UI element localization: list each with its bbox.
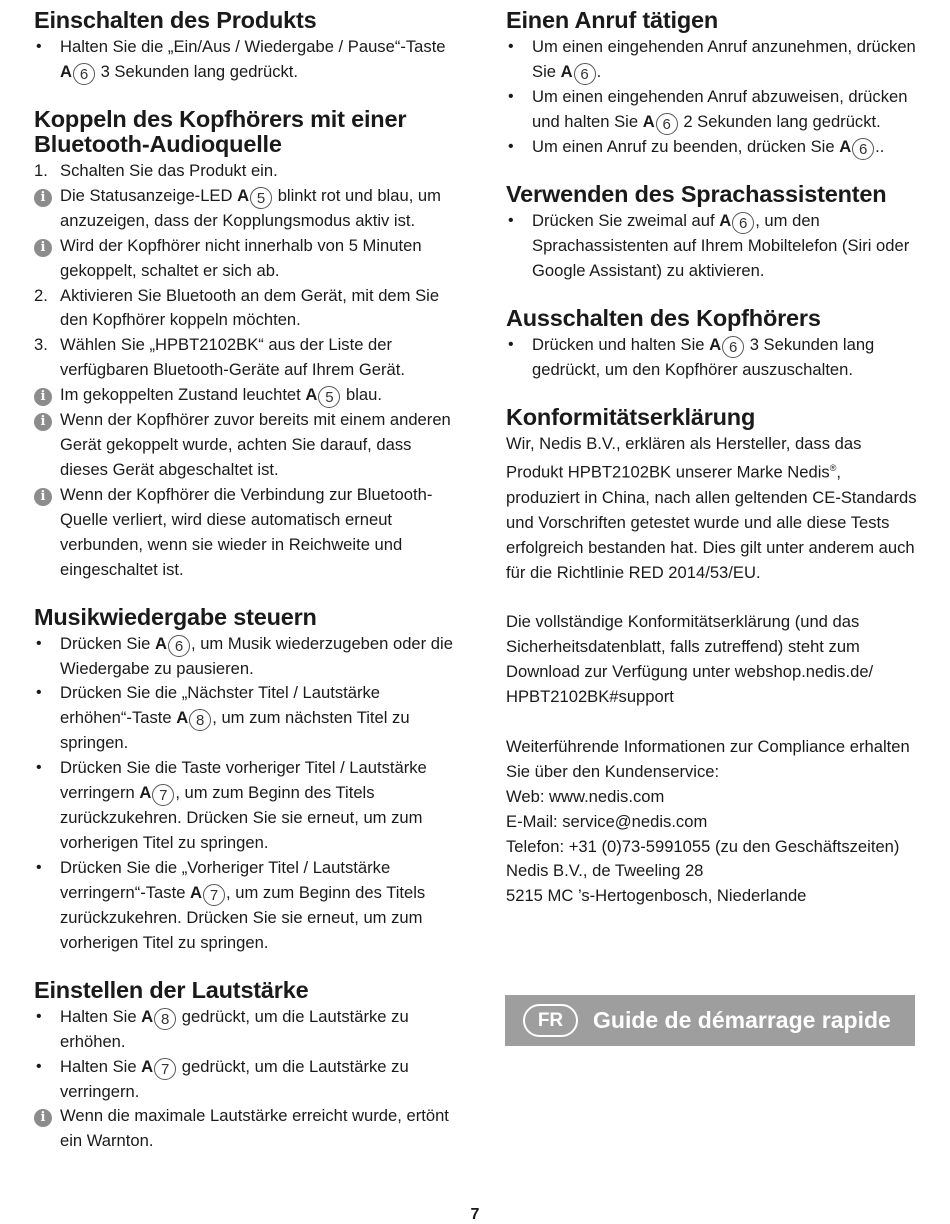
callout-number: 6 [656, 113, 678, 135]
bullet-marker: • [36, 759, 42, 777]
bullet-marker: • [36, 634, 42, 652]
section-heading: Ausschalten des Kopfhörers [506, 304, 821, 331]
info-icon: i [34, 388, 52, 406]
bullet-marker: • [508, 335, 514, 353]
callout-number: 8 [189, 709, 211, 731]
bullet-marker: • [36, 1057, 42, 1075]
list-item: • Um einen Anruf zu beenden, drücken Sie A 6 .. [508, 136, 885, 158]
info-note: i Im gekoppelten Zustand leuchtet A 5 blau. [34, 383, 454, 408]
section-heading: Musikwiedergabe steuern [34, 603, 317, 630]
section-koppeln [34, 107, 454, 583]
phone-line: Telefon: +31 (0)73-5991055 (zu den Geschäftszeiten) [506, 836, 900, 856]
paragraph-contact: Weiterführende Informationen zur Compliance erhalten Sie über den Kundenservice: Web: www.nedis.com E-Mail: service@nedis.com Telefon: +31 (0)73-5991055 (zu den Geschäftszeiten) Nedis B.V., de Tweeling 28 5215 MC ’s-Hertogenbosch, Niederlande [506, 735, 918, 909]
email-link[interactable]: E-Mail: service@nedis.com [506, 811, 708, 831]
callout-number: 6 [722, 336, 744, 358]
page-number: 7 [470, 1206, 480, 1223]
section-lautstaerke [34, 978, 454, 1155]
section-heading: Einen Anruf tätigen [506, 7, 719, 33]
info-icon: i [34, 488, 52, 506]
section-konformitaet [506, 405, 918, 910]
list-item: • Drücken Sie zweimal auf A 6 , um den Sprachassistenten auf Ihrem Mobiltelefon (Siri oder Google Assistant) zu aktivieren. [508, 210, 910, 280]
info-icon: i [34, 239, 52, 257]
right-column [506, 8, 918, 934]
fr-section-banner [505, 995, 915, 1046]
bullet-marker: • [36, 684, 42, 702]
paragraph-download: Die vollständige Konformitätserklärung (und das Sicherheitsdatenblatt, falls zutreffend) steht zum Download zur Verfügung unter webshop.nedis.de/ HPBT2102BK#support [506, 612, 874, 707]
callout-number: 8 [154, 1008, 176, 1030]
callout-number: 7 [152, 784, 174, 806]
bullet-marker: • [36, 858, 42, 876]
list-item: • Drücken Sie die Taste vorheriger Titel / Lautstärke verringern A 7 , um zum Beginn des Titels zurückzukehren. Drücken Sie sie erneut, um zum vorherigen Titel zu springen. [36, 758, 427, 853]
list-item: 3. Wählen Sie „HPBT2102BK“ aus der Liste der verfügbaren Bluetooth-Geräte auf Ihrem Gerät. [34, 335, 405, 380]
list-item: • Halten Sie A 8 gedrückt, um die Lautstärke zu erhöhen. [36, 1006, 409, 1051]
info-note: i Wenn der Kopfhörer die Verbindung zur Bluetooth-Quelle verliert, wird diese automatisch erneut verbunden, wenn sie wieder in Reichweite und eingeschaltet ist. [34, 483, 454, 583]
bullet-marker: • [508, 38, 514, 55]
info-icon: i [34, 1109, 52, 1127]
paragraph-declaration: Wir, Nedis B.V., erklären als Hersteller, dass das Produkt HPBT2102BK unserer Marke Nedis®, produziert in China, nach allen geltenden CE-Standards und Vorschriften getestet wurde und alle diese Tests erfolgreich bestanden hat. Dies gilt unter anderem auch für die Richtlinie RED 2014/53/EU. [506, 433, 917, 582]
address-line: Nedis B.V., de Tweeling 28 [506, 861, 704, 881]
info-icon: i [34, 413, 52, 431]
section-anruf [506, 8, 918, 160]
list-item: 1. Schalten Sie das Produkt ein. [34, 159, 454, 184]
list-item: • Um einen eingehenden Anruf abzuweisen, drücken und halten Sie A 6 2 Sekunden lang gedrückt. [508, 86, 908, 133]
left-column [34, 8, 454, 1176]
info-note: i Wird der Kopfhörer nicht innerhalb von 5 Minuten gekoppelt, schaltet er sich ab. [34, 234, 454, 284]
list-item: • Drücken Sie die „Nächster Titel / Lautstärke erhöhen“-Taste A 8 , um zum nächsten Titel zu springen. [36, 683, 410, 753]
info-note: i Wenn der Kopfhörer zuvor bereits mit einem anderen Gerät gekoppelt wurde, achten Sie darauf, dass dieses Gerät abgeschaltet ist. [34, 408, 454, 483]
info-note: i Die Statusanzeige-LED A 5 blinkt rot und blau, um anzuzeigen, dass der Kopplungsmodus aktiv ist. [34, 184, 454, 234]
list-item: • Drücken Sie A 6 , um Musik wiederzugeben oder die Wiedergabe zu pausieren. [36, 633, 453, 678]
section-sprachassistent [506, 182, 918, 284]
callout-number: 6 [852, 138, 874, 160]
info-note: i Wenn die maximale Lautstärke erreicht wurde, ertönt ein Warnton. [34, 1104, 454, 1154]
list-item: • Drücken Sie die „Vorheriger Titel / Lautstärke verringern“-Taste A 7 , um zum Beginn des Titels zurückzukehren. Drücken Sie sie erneut, um zum vorherigen Titel zu springen. [36, 857, 426, 952]
section-einschalten [34, 8, 454, 85]
bullet-marker: • [508, 211, 514, 229]
bullet-marker: • [36, 38, 42, 55]
callout-number: 5 [318, 386, 340, 408]
info-icon: i [34, 189, 52, 207]
bullet-marker: • [508, 87, 514, 105]
web-link[interactable]: Web: www.nedis.com [506, 786, 665, 806]
section-heading: Koppeln des Kopfhörers mit einer Bluetooth-Audioquelle [34, 105, 407, 157]
address-line: 5215 MC ’s-Hertogenbosch, Niederlande [506, 886, 807, 906]
callout-number: 6 [73, 63, 95, 85]
section-heading: Einstellen der Lautstärke [34, 976, 309, 1003]
callout-number: 7 [203, 884, 225, 906]
callout-number: 7 [154, 1058, 176, 1080]
banner-title: Guide de démarrage rapide [593, 1007, 891, 1033]
step-number: 3. [34, 335, 48, 355]
step-number: 1. [34, 160, 48, 180]
bullet-marker: • [508, 137, 514, 155]
list-item: 2. Aktivieren Sie Bluetooth an dem Gerät, mit dem Sie den Kopfhörer koppeln möchten. [34, 285, 440, 330]
section-heading: Einschalten des Produkts [34, 7, 317, 33]
section-heading: Verwenden des Sprachassistenten [506, 180, 887, 207]
callout-number: 6 [574, 63, 596, 85]
list-item: • Halten Sie die „Ein/Aus / Wiedergabe / Pause“-Taste A 6 3 Sekunden lang gedrückt. [36, 37, 446, 83]
list-item: • Halten Sie A 7 gedrückt, um die Lautstärke zu verringern. [36, 1056, 409, 1101]
bullet-marker: • [36, 1007, 42, 1025]
section-ausschalten [506, 306, 918, 383]
callout-number: 6 [732, 212, 754, 234]
section-musik [34, 605, 454, 956]
callout-number: 6 [168, 635, 190, 657]
section-heading: Konformitätserklärung [506, 403, 756, 430]
list-item: • Um einen eingehenden Anruf anzunehmen, drücken Sie A 6 . [508, 37, 916, 83]
language-badge: FR [523, 1004, 578, 1037]
callout-number: 5 [250, 187, 272, 209]
step-number: 2. [34, 285, 48, 305]
list-item: • Drücken und halten Sie A 6 3 Sekunden lang gedrückt, um den Kopfhörer auszuschalten. [508, 334, 875, 379]
